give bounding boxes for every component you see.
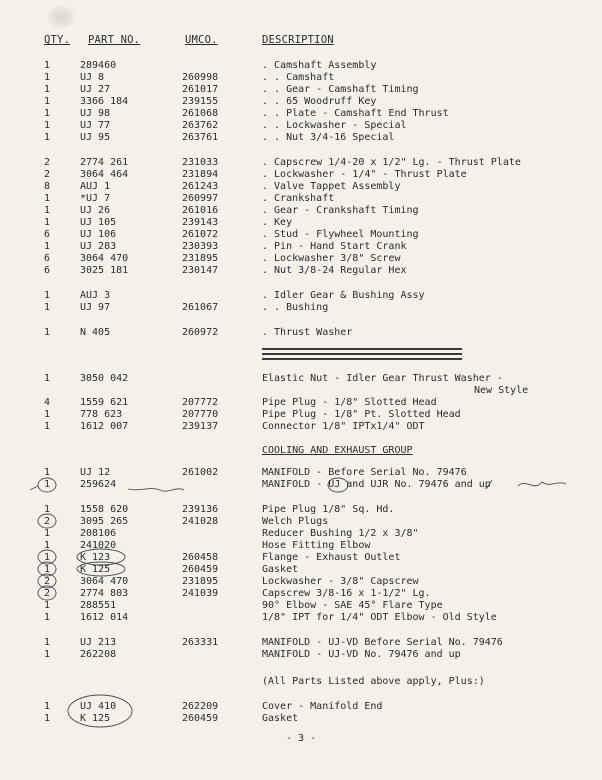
part-no-cell: UJ 27 [80, 84, 111, 95]
description-cell: MANIFOLD - Before Serial No. 79476 [262, 467, 467, 478]
part-no-cell: 259624 [80, 479, 117, 490]
qty-cell: 6 [44, 265, 51, 276]
description-cell: . Pin - Hand Start Crank [262, 241, 407, 252]
qty-cell: 1 [44, 108, 51, 119]
description-cell: Welch Plugs [262, 516, 329, 527]
part-no-cell: UJ 106 [80, 229, 117, 240]
umco-cell: 239136 [182, 504, 219, 515]
description-cell: . . Nut 3/4-16 Special [262, 132, 395, 143]
description-cell: MANIFOLD - UJ-VD No. 79476 and up [262, 649, 461, 660]
umco-cell: 241028 [182, 516, 219, 527]
qty-cell: 6 [44, 229, 51, 240]
header-umco: UMCO. [185, 34, 218, 46]
description-cell: MANIFOLD - UJ-VD Before Serial No. 79476 [262, 637, 503, 648]
description-cell: New Style [474, 385, 529, 396]
part-no-cell: 2774 803 [80, 588, 129, 599]
umco-cell: 260972 [182, 327, 219, 338]
description-cell: . Thrust Washer [262, 327, 353, 338]
description-cell: Pipe Plug - 1/8" Slotted Head [262, 397, 437, 408]
part-no-cell: 3050 042 [80, 373, 129, 384]
qty-cell: 1 [44, 649, 51, 660]
circled-word [328, 478, 348, 492]
qty-cell: 8 [44, 181, 51, 192]
qty-cell: 1 [44, 552, 51, 563]
description-cell: . Nut 3/8-24 Regular Hex [262, 265, 407, 276]
qty-cell: 1 [44, 327, 51, 338]
qty-cell: 1 [44, 217, 51, 228]
umco-cell: 207772 [182, 397, 219, 408]
qty-cell: 1 [44, 84, 51, 95]
part-no-cell: 262208 [80, 649, 117, 660]
description-cell: Capscrew 3/8-16 x 1-1/2" Lg. [262, 588, 431, 599]
description-cell: Flange - Exhaust Outlet [262, 552, 401, 563]
qty-cell: 1 [44, 612, 51, 623]
header-description: DESCRIPTION [262, 34, 334, 46]
description-cell: Pipe Plug 1/8" Sq. Hd. [262, 504, 395, 515]
part-no-cell: UJ 98 [80, 108, 111, 119]
umco-cell: 239143 [182, 217, 219, 228]
part-no-cell: UJ 26 [80, 205, 111, 216]
umco-cell: 262209 [182, 701, 219, 712]
part-no-cell: *UJ 7 [80, 193, 111, 204]
umco-cell: 263331 [182, 637, 219, 648]
part-no-cell: AUJ 3 [80, 290, 111, 301]
umco-cell: 261067 [182, 302, 219, 313]
part-no-cell: 2774 261 [80, 157, 129, 168]
part-no-cell: 241020 [80, 540, 117, 551]
part-no-cell: 3064 464 [80, 169, 129, 180]
description-cell: Gasket [262, 564, 299, 575]
umco-cell: 261017 [182, 84, 219, 95]
description-cell: . Camshaft Assembly [262, 60, 377, 71]
part-no-cell: N 405 [80, 327, 111, 338]
part-no-cell: 1612 014 [80, 612, 129, 623]
qty-cell: 1 [44, 373, 51, 384]
qty-cell: 2 [44, 516, 51, 527]
description-cell: Cover - Manifold End [262, 701, 383, 712]
page-number: - 3 - [285, 733, 317, 744]
part-no-cell: 3064 470 [80, 253, 129, 264]
umco-cell: 261002 [182, 467, 219, 478]
qty-cell: 1 [44, 713, 51, 724]
part-no-cell: UJ 410 [80, 701, 117, 712]
part-no-cell: K 125 [80, 564, 111, 575]
part-no-cell: K 125 [80, 713, 111, 724]
qty-cell: 1 [44, 302, 51, 313]
umco-cell: 263762 [182, 120, 219, 131]
description-cell: . Valve Tappet Assembly [262, 181, 401, 192]
description-cell: . . Camshaft [262, 72, 335, 83]
umco-cell: 263761 [182, 132, 219, 143]
qty-cell: 1 [44, 241, 51, 252]
qty-cell: 1 [44, 504, 51, 515]
description-cell: . Idler Gear & Bushing Assy [262, 290, 425, 301]
qty-cell: 1 [44, 60, 51, 71]
description-cell: . . 65 Woodruff Key [262, 96, 377, 107]
qty-cell: 1 [44, 701, 51, 712]
qty-cell: 1 [44, 467, 51, 478]
description-cell: . . Plate - Camshaft End Thrust [262, 108, 449, 119]
description-cell: (All Parts Listed above apply, Plus:) [262, 676, 485, 687]
description-cell: 90° Elbow - SAE 45° Flare Type [262, 600, 443, 611]
umco-cell: 261016 [182, 205, 219, 216]
qty-cell: 1 [44, 421, 51, 432]
part-no-cell: UJ 105 [80, 217, 117, 228]
part-no-cell: 3366 184 [80, 96, 129, 107]
circled-part [77, 549, 125, 565]
umco-cell: 231895 [182, 576, 219, 587]
part-no-cell: UJ 283 [80, 241, 117, 252]
description-cell: . . Gear - Camshaft Timing [262, 84, 419, 95]
header-qty: QTY. [44, 34, 71, 46]
qty-cell: 2 [44, 588, 51, 599]
qty-cell: 1 [44, 479, 51, 490]
description-cell: . Gear - Crankshaft Timing [262, 205, 419, 216]
umco-cell: 241039 [182, 588, 219, 599]
scribble-note [128, 489, 184, 492]
part-no-cell: 1612 007 [80, 421, 129, 432]
description-cell: . . Lockwasher - Special [262, 120, 407, 131]
umco-cell: 260459 [182, 713, 219, 724]
description-cell: Pipe Plug - 1/8" Pt. Slotted Head [262, 409, 461, 420]
umco-cell: 239137 [182, 421, 219, 432]
umco-cell: 260997 [182, 193, 219, 204]
description-cell: . Key [262, 217, 293, 228]
part-no-cell: 778 623 [80, 409, 123, 420]
header-part-no: PART NO. [88, 34, 141, 46]
part-no-cell: UJ 77 [80, 120, 111, 131]
circled-qty [38, 514, 56, 528]
description-cell: Elastic Nut - Idler Gear Thrust Washer - [262, 373, 503, 384]
part-no-cell: 3095 265 [80, 516, 129, 527]
section-heading: COOLING AND EXHAUST GROUP [262, 445, 413, 456]
pen-tick [487, 480, 492, 488]
qty-cell: 4 [44, 397, 51, 408]
umco-cell: 231894 [182, 169, 219, 180]
qty-cell: 1 [44, 540, 51, 551]
umco-cell: 230393 [182, 241, 219, 252]
description-cell: 1/8" IPT for 1/4" ODT Elbow - Old Style [262, 612, 497, 623]
part-no-cell: 289460 [80, 60, 117, 71]
circled-part [77, 562, 125, 576]
qty-cell: 1 [44, 528, 51, 539]
part-no-cell: UJ 12 [80, 467, 111, 478]
pen-tick [30, 486, 38, 490]
umco-cell: 207770 [182, 409, 219, 420]
part-no-cell: 3064 470 [80, 576, 129, 587]
qty-cell: 1 [44, 193, 51, 204]
description-cell: . Lockwasher 3/8" Screw [262, 253, 401, 264]
qty-cell: 6 [44, 253, 51, 264]
description-cell: Lockwasher - 3/8" Capscrew [262, 576, 419, 587]
description-cell: . . Bushing [262, 302, 329, 313]
circled-qty [38, 478, 56, 492]
umco-cell: 231033 [182, 157, 219, 168]
umco-cell: 230147 [182, 265, 219, 276]
part-no-cell: UJ 213 [80, 637, 117, 648]
qty-cell: 1 [44, 96, 51, 107]
umco-cell: 239155 [182, 96, 219, 107]
qty-cell: 1 [44, 290, 51, 301]
scribble-note [518, 482, 566, 486]
description-cell: Gasket [262, 713, 299, 724]
description-cell: . Stud - Flywheel Mounting [262, 229, 419, 240]
umco-cell: 261243 [182, 181, 219, 192]
umco-cell: 260458 [182, 552, 219, 563]
circled-part [68, 695, 132, 727]
qty-cell: 2 [44, 169, 51, 180]
description-cell: Hose Fitting Elbow [262, 540, 371, 551]
part-no-cell: AUJ 1 [80, 181, 111, 192]
qty-cell: 1 [44, 120, 51, 131]
qty-cell: 1 [44, 600, 51, 611]
umco-cell: 231895 [182, 253, 219, 264]
part-no-cell: 1558 620 [80, 504, 129, 515]
part-no-cell: UJ 95 [80, 132, 111, 143]
description-cell: . Lockwasher - 1/4" - Thrust Plate [262, 169, 467, 180]
part-no-cell: 3025 181 [80, 265, 129, 276]
description-cell: MANIFOLD - UJ and UJR No. 79476 and up [262, 479, 491, 490]
qty-cell: 1 [44, 409, 51, 420]
umco-cell: 261072 [182, 229, 219, 240]
qty-cell: 1 [44, 72, 51, 83]
description-cell: . Capscrew 1/4-20 x 1/2" Lg. - Thrust Plate [262, 157, 521, 168]
part-no-cell: 208106 [80, 528, 117, 539]
part-no-cell: UJ 8 [80, 72, 105, 83]
description-cell: . Crankshaft [262, 193, 335, 204]
qty-cell: 1 [44, 205, 51, 216]
qty-cell: 2 [44, 157, 51, 168]
part-no-cell: UJ 97 [80, 302, 111, 313]
description-cell: Reducer Bushing 1/2 x 3/8" [262, 528, 419, 539]
qty-cell: 2 [44, 576, 51, 587]
part-no-cell: K 123 [80, 552, 111, 563]
umco-cell: 261068 [182, 108, 219, 119]
qty-cell: 1 [44, 564, 51, 575]
qty-cell: 1 [44, 637, 51, 648]
umco-cell: 260998 [182, 72, 219, 83]
part-no-cell: 288551 [80, 600, 117, 611]
part-no-cell: 1559 621 [80, 397, 129, 408]
qty-cell: 1 [44, 132, 51, 143]
description-cell: Connector 1/8" IPTx1/4" ODT [262, 421, 425, 432]
umco-cell: 260459 [182, 564, 219, 575]
